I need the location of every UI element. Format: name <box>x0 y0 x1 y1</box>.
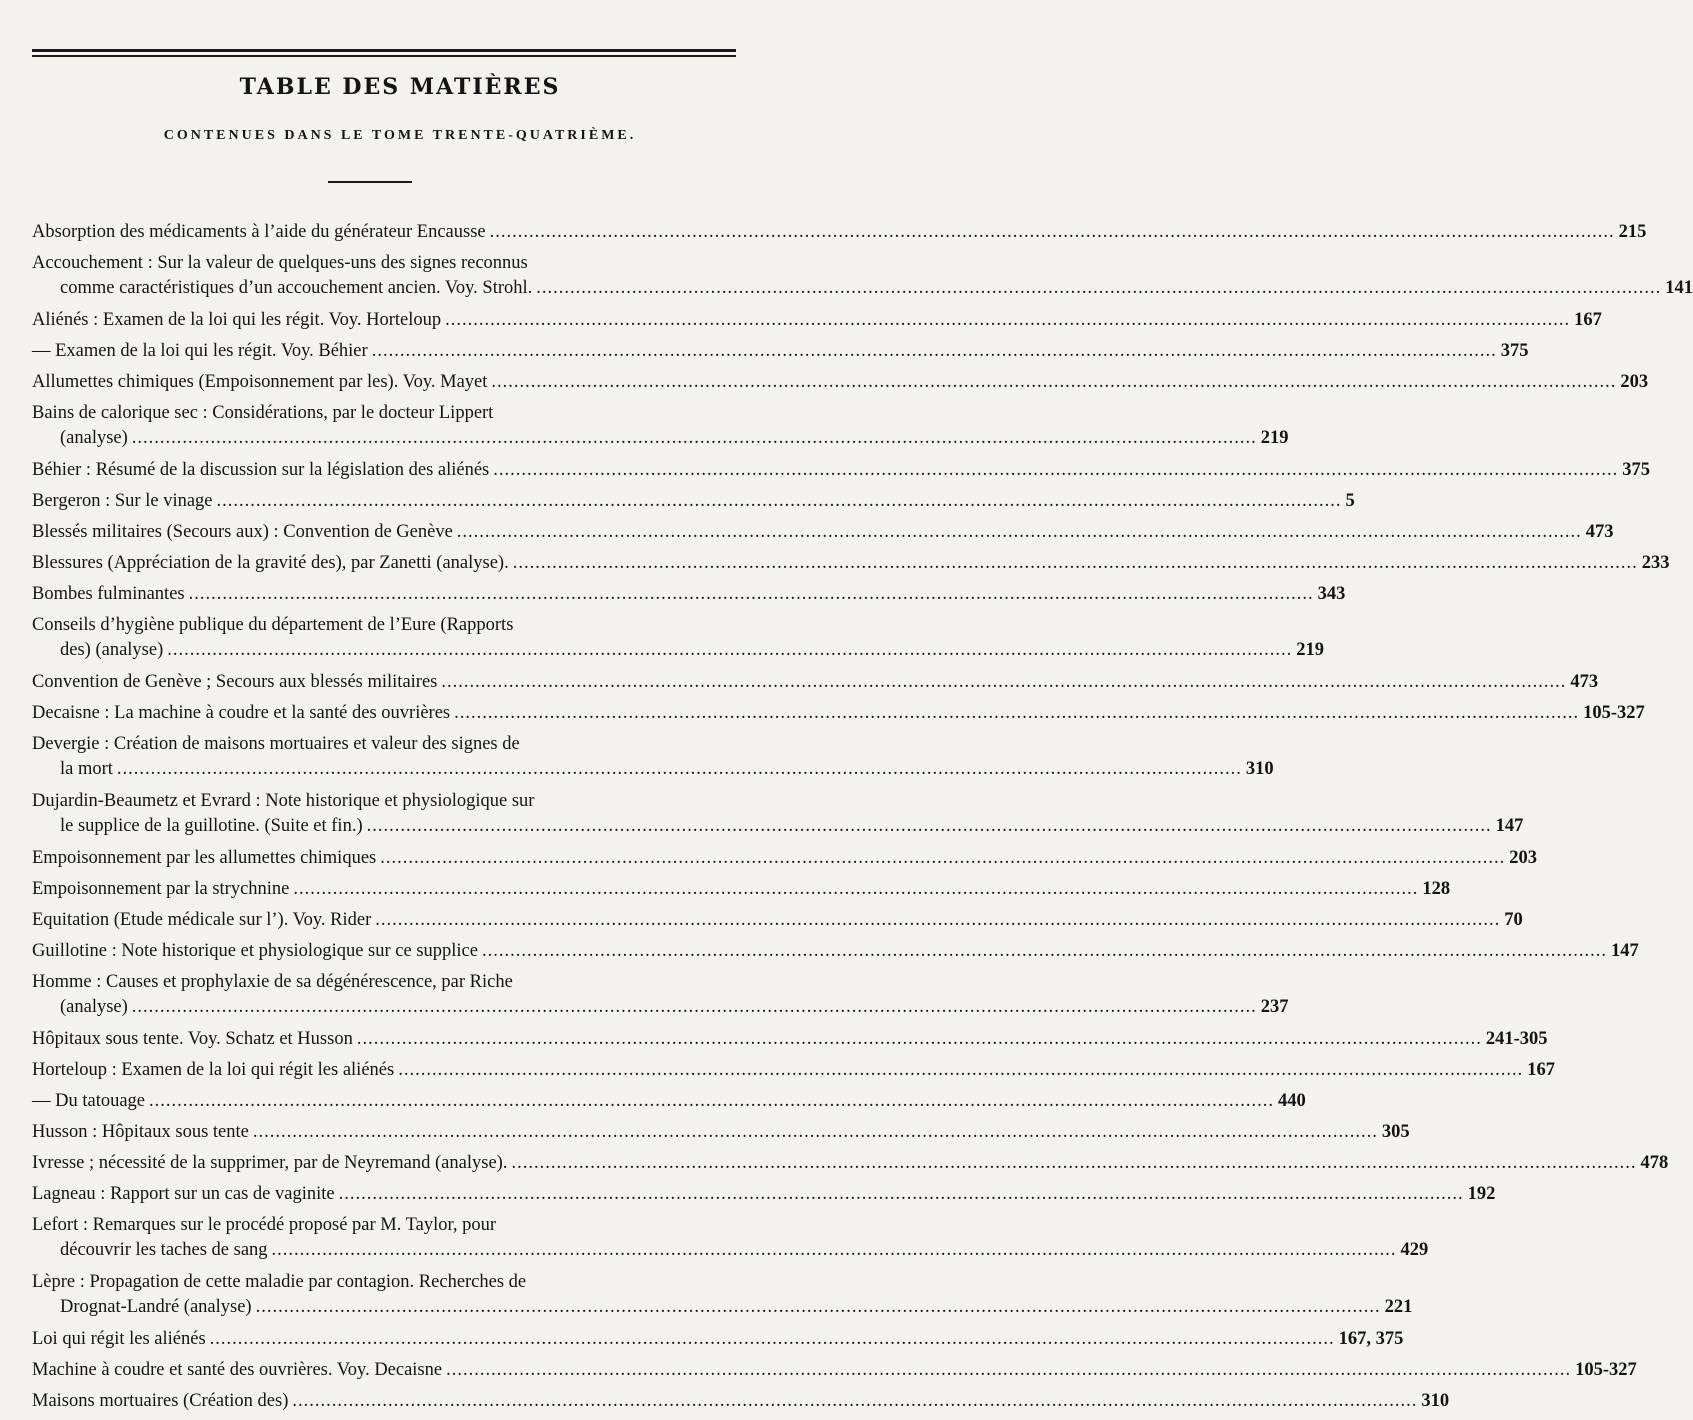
entry-text: Devergie : Création de maisons mortuaires et valeur des signes de <box>32 734 520 754</box>
entry-line <box>32 1058 1555 1083</box>
index-entry <box>32 789 1524 846</box>
page-number: 241-305 <box>1485 1029 1548 1049</box>
index-entry <box>32 1120 1410 1151</box>
page-number: 310 <box>1245 759 1274 779</box>
index-entry <box>32 551 1670 582</box>
dot-leader: ........................................................................................................................................................................................................ <box>216 491 1342 511</box>
dot-leader: ........................................................................................................................................................................................................ <box>255 1297 1381 1317</box>
entry-continuation-line <box>32 995 1289 1020</box>
entry-text: découvrir les taches de sang <box>60 1240 268 1260</box>
entry-line <box>32 370 1649 395</box>
page-title: TABLE DES MATIÈRES <box>239 74 561 100</box>
dot-leader: ........................................................................................................................................................................................................ <box>188 584 1314 604</box>
entry-line <box>32 1151 1669 1176</box>
entry-continuation-line <box>32 757 1274 782</box>
entry-line <box>32 1213 772 1238</box>
page-number: 429 <box>1400 1240 1429 1260</box>
entry-text: Machine à coudre et santé des ouvrières. Voy. Decaisne <box>32 1360 443 1380</box>
entry-text: le supplice de la guillotine. (Suite et fin.) <box>60 816 363 836</box>
dot-leader: ........................................................................................................................................................................................................ <box>481 941 1607 961</box>
page-number: 167 <box>1574 310 1602 330</box>
dot-leader: ........................................................................................................................................................................................................ <box>489 222 1615 242</box>
entry-line <box>32 339 1529 364</box>
dot-leader: ........................................................................................................................................................................................................ <box>131 428 1257 448</box>
entry-line <box>32 789 772 814</box>
index-entry <box>32 251 1693 308</box>
entry-text: Guillotine : Note historique et physiologique sur ce supplice <box>32 941 478 961</box>
index-entry <box>32 939 1639 970</box>
entry-text: Homme : Causes et prophylaxie de sa dégénérescence, par Riche <box>32 972 513 992</box>
dot-leader: ........................................................................................................................................................................................................ <box>493 460 1619 480</box>
entry-text: — Examen de la loi qui les régit. Voy. Béhier <box>32 341 368 361</box>
entry-line <box>32 220 1647 245</box>
dot-leader: ........................................................................................................................................................................................................ <box>511 1153 1637 1173</box>
page-number: 128 <box>1422 879 1451 899</box>
entry-text: Equitation (Etude médicale sur l’). Voy. Rider <box>32 910 372 930</box>
dot-leader: ........................................................................................................................................................................................................ <box>398 1060 1524 1080</box>
dot-leader: ........................................................................................................................................................................................................ <box>491 372 1617 392</box>
dot-leader: ........................................................................................................................................................................................................ <box>338 1184 1464 1204</box>
page-number: 473 <box>1570 672 1599 692</box>
index-entry <box>32 458 1651 489</box>
entry-text: Maisons mortuaires (Création des) <box>32 1391 289 1411</box>
entry-text: (analyse) <box>60 428 128 448</box>
entry-text: la mort <box>60 759 113 779</box>
index-entry <box>32 877 1451 908</box>
entry-continuation-line <box>32 276 1693 301</box>
entry-continuation-line <box>32 426 1289 451</box>
index-entry <box>32 732 1274 789</box>
entry-line <box>32 701 1645 726</box>
index-entry <box>32 220 1647 251</box>
page-number: 237 <box>1260 997 1289 1017</box>
index-entry <box>32 701 1645 732</box>
index-entry <box>32 582 1346 613</box>
index-entry <box>32 1358 1637 1389</box>
separator-rule <box>328 181 412 183</box>
dot-leader: ........................................................................................................................................................................................................ <box>131 997 1257 1017</box>
entry-text: Bains de calorique sec : Considérations, par le docteur Lippert <box>32 403 494 423</box>
entry-line <box>32 251 772 276</box>
page-number: 167 <box>1527 1060 1555 1080</box>
page-number: 440 <box>1278 1091 1306 1111</box>
entry-line <box>32 401 772 426</box>
index-entry <box>32 1151 1669 1182</box>
entry-text: Bergeron : Sur le vinage <box>32 491 213 511</box>
entry-text: Accouchement : Sur la valeur de quelques-uns des signes reconnus <box>32 253 528 273</box>
dot-leader: ........................................................................................................................................................................................................ <box>149 1091 1275 1111</box>
index-entry <box>32 1027 1548 1058</box>
index-entry <box>32 1213 1429 1270</box>
page-number: 167, 375 <box>1338 1329 1404 1349</box>
page-number: 147 <box>1610 941 1639 961</box>
index-entry <box>32 520 1614 551</box>
index-entries <box>32 220 1693 1420</box>
dot-leader: ........................................................................................................................................................................................................ <box>116 759 1242 779</box>
entry-line <box>32 1389 1450 1414</box>
page-number: 473 <box>1585 522 1614 542</box>
dot-leader: ........................................................................................................................................................................................................ <box>252 1122 1378 1142</box>
entry-text: Decaisne : La machine à coudre et la santé des ouvrières <box>32 703 451 723</box>
dot-leader: ........................................................................................................................................................................................................ <box>454 703 1580 723</box>
page-number: 192 <box>1467 1184 1496 1204</box>
index-entry <box>32 1058 1555 1089</box>
dot-leader: ........................................................................................................................................................................................................ <box>441 672 1567 692</box>
index-entry <box>32 1089 1306 1120</box>
page-number: 221 <box>1384 1297 1413 1317</box>
entry-line <box>32 1270 772 1295</box>
index-entry <box>32 846 1537 877</box>
entry-line <box>32 970 772 995</box>
index-entry <box>32 613 1324 670</box>
entry-text: Husson : Hôpitaux sous tente <box>32 1122 249 1142</box>
entry-line <box>32 670 1599 695</box>
page-number: 215 <box>1618 222 1647 242</box>
entry-text: Aliénés : Examen de la loi qui les régit. Voy. Horteloup <box>32 310 442 330</box>
entry-line <box>32 1120 1410 1145</box>
page-number: 343 <box>1317 584 1346 604</box>
entry-line <box>32 908 1523 933</box>
dot-leader: ........................................................................................................................................................................................................ <box>209 1329 1335 1349</box>
entry-line <box>32 458 1651 483</box>
index-entry <box>32 370 1649 401</box>
entry-line <box>32 732 772 757</box>
entry-line <box>32 308 1602 333</box>
entry-text: Blessés militaires (Secours aux) : Convention de Genève <box>32 522 453 542</box>
index-entry <box>32 401 1289 458</box>
entry-line <box>32 846 1537 871</box>
page-number: 219 <box>1296 640 1324 660</box>
page-subtitle: CONTENUES DANS LE TOME TRENTE-QUATRIÈME. <box>163 128 637 143</box>
index-entry <box>32 308 1602 339</box>
entry-line <box>32 613 772 638</box>
dot-leader: ........................................................................................................................................................................................................ <box>445 310 1571 330</box>
entry-text: Lèpre : Propagation de cette maladie par contagion. Recherches de <box>32 1272 527 1292</box>
index-entry <box>32 670 1599 701</box>
dot-leader: ........................................................................................................................................................................................................ <box>456 522 1582 542</box>
dot-leader: ........................................................................................................................................................................................................ <box>512 553 1638 573</box>
index-entry <box>32 1389 1450 1420</box>
page-number: 375 <box>1500 341 1529 361</box>
entry-text: Ivresse ; nécessité de la supprimer, par de Neyremand (analyse). <box>32 1153 508 1173</box>
entry-line <box>32 489 1355 514</box>
page-number: 305 <box>1381 1122 1410 1142</box>
entry-text: comme caractéristiques d’un accouchement ancien. Voy. Strohl. <box>60 278 533 298</box>
entry-text: Hôpitaux sous tente. Voy. Schatz et Husson <box>32 1029 353 1049</box>
entry-text: Béhier : Résumé de la discussion sur la législation des aliénés <box>32 460 490 480</box>
entry-text: Lagneau : Rapport sur un cas de vaginite <box>32 1184 335 1204</box>
dot-leader: ........................................................................................................................................................................................................ <box>371 341 1497 361</box>
entry-text: Absorption des médicaments à l’aide du générateur Encausse <box>32 222 486 242</box>
page-number: 70 <box>1504 910 1523 930</box>
dot-leader: ........................................................................................................................................................................................................ <box>446 1360 1572 1380</box>
entry-text: Empoisonnement par les allumettes chimiques <box>32 848 377 868</box>
entry-text: Dujardin-Beaumetz et Evrard : Note historique et physiologique sur <box>32 791 535 811</box>
entry-continuation-line <box>32 814 1524 839</box>
entry-text: Allumettes chimiques (Empoisonnement par les). Voy. Mayet <box>32 372 488 392</box>
page-number: 105-327 <box>1583 703 1645 723</box>
index-entry <box>32 1182 1496 1213</box>
entry-text: Drognat-Landré (analyse) <box>60 1297 252 1317</box>
entry-text: Bombes fulminantes <box>32 584 185 604</box>
entry-text: Blessures (Appréciation de la gravité des), par Zanetti (analyse). <box>32 553 509 573</box>
page-number: 478 <box>1640 1153 1669 1173</box>
entry-line <box>32 939 1639 964</box>
page-number: 219 <box>1260 428 1289 448</box>
page-number: 310 <box>1421 1391 1450 1411</box>
index-entry <box>32 970 1289 1027</box>
dot-leader: ........................................................................................................................................................................................................ <box>380 848 1506 868</box>
entry-line <box>32 877 1451 902</box>
entry-text: Conseils d’hygiène publique du département de l’Eure (Rapports <box>32 615 514 635</box>
entry-line <box>32 1027 1548 1052</box>
entry-text: Lefort : Remarques sur le procédé proposé par M. Taylor, pour <box>32 1215 497 1235</box>
dot-leader: ........................................................................................................................................................................................................ <box>375 910 1501 930</box>
dot-leader: ........................................................................................................................................................................................................ <box>366 816 1492 836</box>
entry-text: des) (analyse) <box>60 640 164 660</box>
page-number: 141 <box>1665 278 1693 298</box>
page-number: 147 <box>1495 816 1524 836</box>
top-double-rule <box>32 49 736 52</box>
index-entry <box>32 908 1523 939</box>
dot-leader: ........................................................................................................................................................................................................ <box>293 879 1419 899</box>
page-number: 233 <box>1641 553 1670 573</box>
entry-line <box>32 1089 1306 1114</box>
entry-line <box>32 551 1670 576</box>
entry-line <box>32 582 1346 607</box>
entry-line <box>32 520 1614 545</box>
entry-continuation-line <box>32 1238 1429 1263</box>
page-number: 5 <box>1345 491 1355 511</box>
entry-line <box>32 1327 1404 1352</box>
index-entry <box>32 489 1355 520</box>
entry-text: (analyse) <box>60 997 128 1017</box>
dot-leader: ........................................................................................................................................................................................................ <box>292 1391 1418 1411</box>
entry-line <box>32 1358 1637 1383</box>
index-entry <box>32 1327 1404 1358</box>
entry-text: Convention de Genève ; Secours aux blessés militaires <box>32 672 438 692</box>
index-entry <box>32 1270 1413 1327</box>
top-double-rule-lower <box>32 55 736 57</box>
entry-continuation-line <box>32 638 1324 663</box>
dot-leader: ........................................................................................................................................................................................................ <box>356 1029 1482 1049</box>
dot-leader: ........................................................................................................................................................................................................ <box>271 1240 1397 1260</box>
dot-leader: ........................................................................................................................................................................................................ <box>536 278 1662 298</box>
page-number: 375 <box>1622 460 1651 480</box>
page-number: 105-327 <box>1575 1360 1637 1380</box>
entry-text: Loi qui régit les aliénés <box>32 1329 206 1349</box>
index-entry <box>32 339 1529 370</box>
entry-text: Horteloup : Examen de la loi qui régit les aliénés <box>32 1060 395 1080</box>
page-number: 203 <box>1620 372 1649 392</box>
entry-text: — Du tatouage <box>32 1091 146 1111</box>
entry-line <box>32 1182 1496 1207</box>
entry-text: Empoisonnement par la strychnine <box>32 879 290 899</box>
dot-leader: ........................................................................................................................................................................................................ <box>167 640 1293 660</box>
page-number: 203 <box>1509 848 1537 868</box>
entry-continuation-line <box>32 1295 1413 1320</box>
